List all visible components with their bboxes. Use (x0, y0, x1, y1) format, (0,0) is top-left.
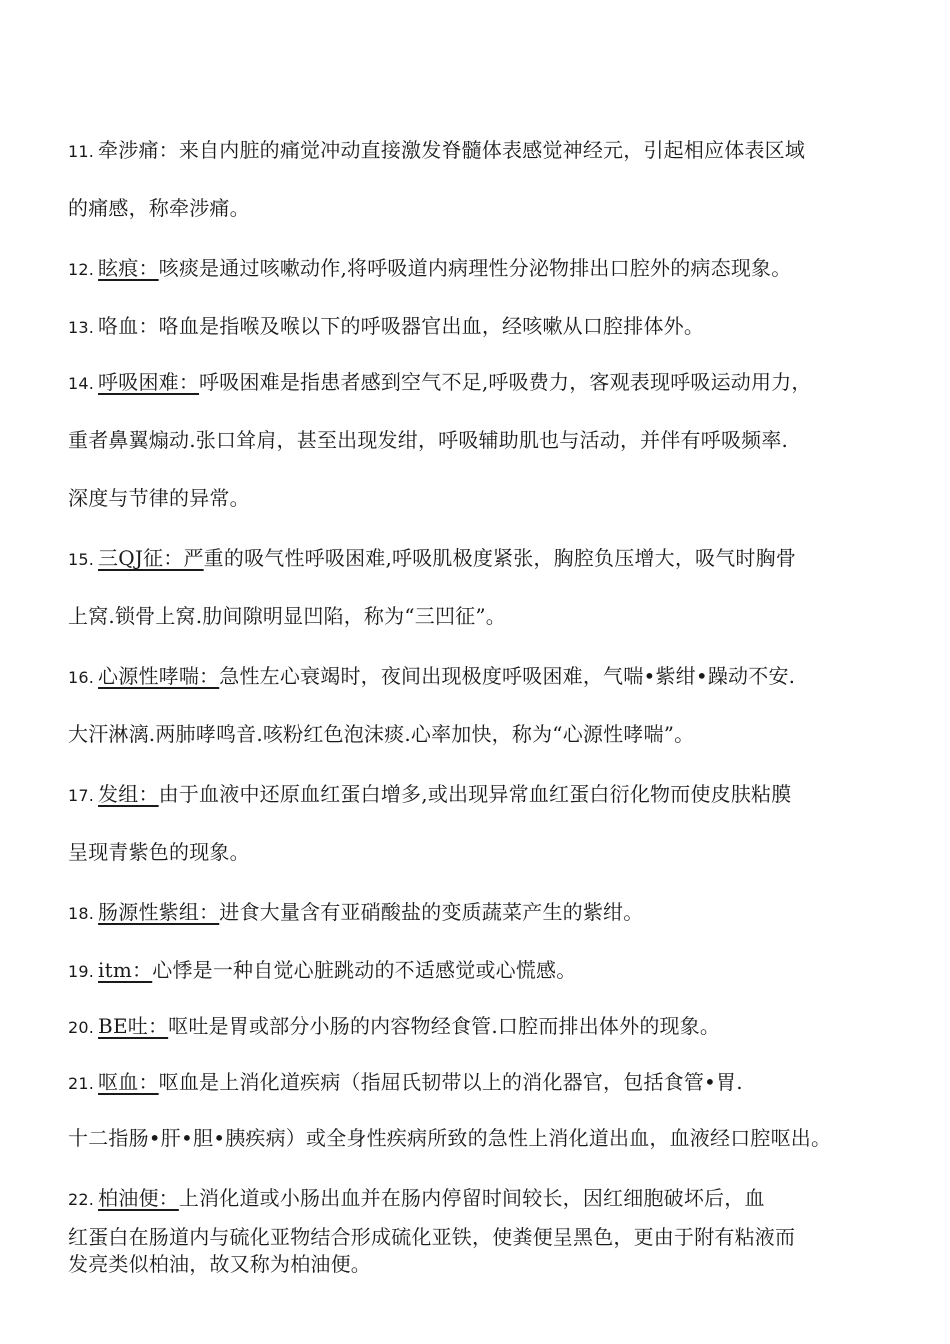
entry-term: 呼吸困难： (98, 370, 200, 394)
entry-13-line-1 (68, 313, 704, 341)
entry-term: 发组： (98, 782, 159, 806)
entry-number: 17. (68, 786, 95, 805)
entry-17-line-1 (68, 781, 791, 809)
entry-19-line-1 (68, 957, 576, 985)
entry-number: 12. (68, 260, 95, 279)
entry-term: itm： (98, 958, 153, 982)
entry-number: 19. (68, 962, 95, 981)
entry-definition: 呼吸困难是指患者感到空气不足,呼吸费力，客观表现呼吸运动用力， (199, 370, 812, 394)
entry-number: 15. (68, 550, 95, 569)
entry-definition: 呕血是上消化道疾病（指屈氏韧带以上的消化器官，包括食管•胃. (158, 1070, 743, 1094)
entry-22-line-1 (68, 1185, 765, 1213)
entry-number: 21. (68, 1074, 95, 1093)
entry-definition: 咳痰是通过咳嗽动作,将呼吸道内病理性分泌物排出口腔外的病态现象。 (158, 256, 792, 280)
entry-number: 22. (68, 1190, 95, 1209)
entry-term: 牵涉痛： (98, 138, 179, 162)
entry-definition: 心悸是一种自觉心脏跳动的不适感觉或心慌感。 (152, 958, 577, 982)
entry-20-line-1 (68, 1013, 720, 1041)
entry-15-line-2 (68, 603, 506, 629)
entry-term: 咯血： (98, 314, 159, 338)
entry-definition: 红蛋白在肠道内与硫化亚物结合形成硫化亚铁，使粪便呈黑色，更由于附有粘液而 (68, 1225, 796, 1249)
entry-definition: 来自内脏的痛觉冲动直接激发脊髓体表感觉神经元，引起相应体表区域 (178, 138, 806, 162)
entry-number: 18. (68, 904, 95, 923)
entry-term: 眩痕： (98, 256, 159, 280)
entry-definition: 大汗淋漓.两肺哮鸣音.咳粉红色泡沫痰.心率加快，称为“心源性哮喘”。 (68, 722, 695, 746)
entry-term: 三QJ征：严 (98, 546, 204, 570)
entry-term: BE吐： (98, 1014, 169, 1038)
entry-definition: 发亮类似柏油，故又称为柏油便。 (68, 1252, 371, 1276)
entry-22-line-3 (68, 1251, 371, 1277)
entry-18-line-1 (68, 899, 643, 927)
entry-15-line-1 (68, 545, 796, 573)
entry-16-line-2 (68, 721, 694, 747)
entry-definition: 重的吸气性呼吸困难,呼吸肌极度紧张，胸腔负压增大，吸气时胸骨 (203, 546, 797, 570)
entry-definition: 深度与节律的异常。 (68, 486, 250, 510)
entry-21-line-1 (68, 1069, 743, 1097)
entry-11-line-1 (68, 137, 805, 165)
entry-21-line-2 (68, 1125, 831, 1151)
entry-number: 20. (68, 1018, 95, 1037)
entry-12-line-1 (68, 255, 791, 283)
entry-definition: 上消化道或小肠出血并在肠内停留时间较长，因红细胞破坏后，血 (178, 1186, 765, 1210)
entry-14-line-2 (68, 427, 788, 453)
entry-16-line-1 (68, 663, 795, 691)
entry-definition: 的痛感，称牵涉痛。 (68, 196, 250, 220)
entry-term: 心源性哮喘： (98, 664, 220, 688)
entry-definition: 急性左心衰竭时，夜间出现极度呼吸困难，气喘•紫绀•躁动不安. (219, 664, 796, 688)
entry-11-line-2 (68, 195, 250, 221)
entry-number: 14. (68, 374, 95, 393)
entry-14-line-1 (68, 369, 812, 397)
entry-22-line-2 (68, 1224, 795, 1250)
entry-17-line-2 (68, 839, 250, 865)
entry-definition: 上窝.锁骨上窝.肋间隙明显凹陷，称为“三凹征”。 (68, 604, 506, 628)
entry-number: 13. (68, 318, 95, 337)
entry-definition: 重者鼻翼煽动.张口耸肩，甚至出现发绀，呼吸辅助肌也与活动，并伴有呼吸频率. (68, 428, 789, 452)
entry-definition: 十二指肠•肝•胆•胰疾病）或全身性疾病所致的急性上消化道出血，血液经口腔呕出。 (68, 1126, 832, 1150)
entry-number: 16. (68, 668, 95, 687)
entry-definition: 呈现青紫色的现象。 (68, 840, 250, 864)
entry-definition: 呕吐是胃或部分小肠的内容物经食管.口腔而排出体外的现象。 (168, 1014, 721, 1038)
entry-definition: 由于血液中还原血红蛋白增多,或出现异常血红蛋白衍化物而使皮肤粘膜 (158, 782, 792, 806)
entry-term: 肠源性紫组： (98, 900, 220, 924)
entry-definition: 进食大量含有亚硝酸盐的变质蔬菜产生的紫绀。 (219, 900, 644, 924)
entry-14-line-3 (68, 485, 250, 511)
entry-term: 呕血： (98, 1070, 159, 1094)
entry-number: 11. (68, 142, 95, 161)
entry-definition: 咯血是指喉及喉以下的呼吸器官出血，经咳嗽从口腔排体外。 (158, 314, 705, 338)
entry-term: 柏油便： (98, 1186, 179, 1210)
